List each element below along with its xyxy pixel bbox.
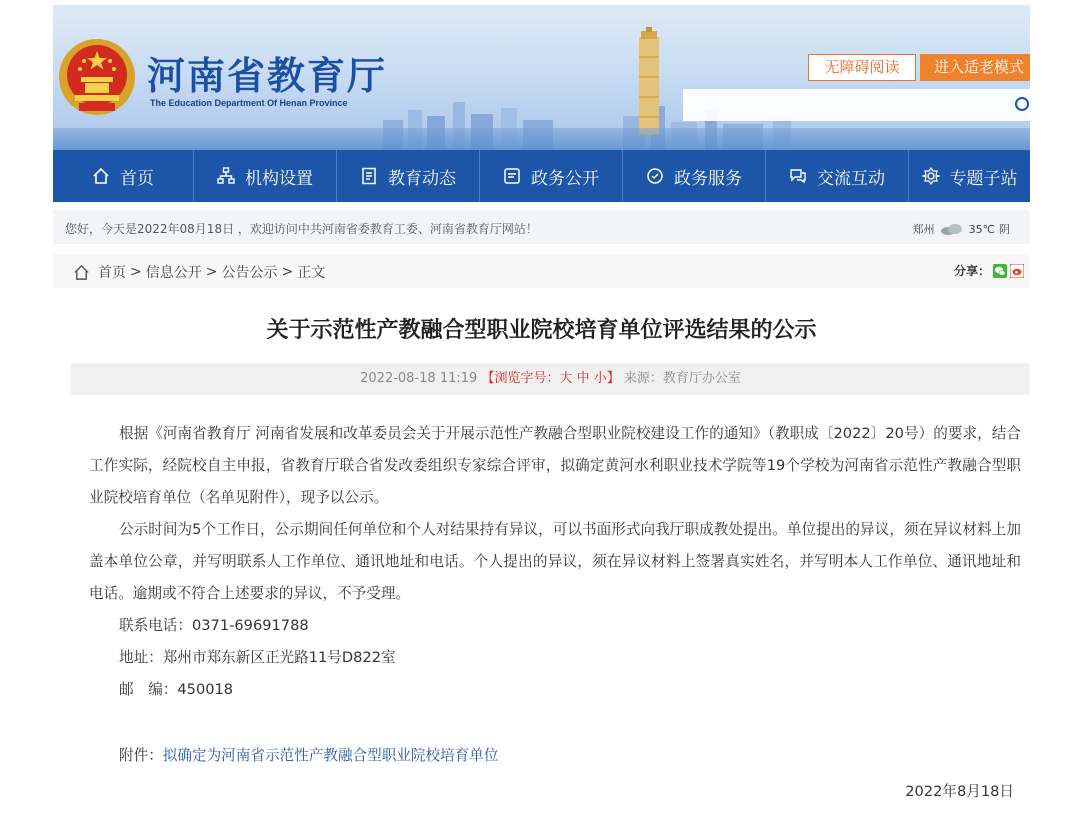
- cloud-icon: [939, 223, 965, 235]
- bulletin-icon: [503, 167, 521, 185]
- breadcrumb: [73, 262, 325, 282]
- article-body: [89, 418, 1021, 772]
- nav-item-label: 教育动态: [388, 168, 456, 189]
- site-subtitle: The Education Department Of Henan Province: [150, 98, 348, 108]
- breadcrumb-separator: >: [281, 264, 294, 280]
- weather-widget: [913, 221, 1010, 237]
- search-input[interactable]: [683, 89, 1030, 121]
- landmark-tower-illustration: [635, 27, 663, 135]
- weather-condition: 阴: [999, 223, 1010, 236]
- page: [53, 5, 1030, 835]
- nav-item-home[interactable]: [53, 150, 194, 202]
- attachment-link[interactable]: 拟确定为河南省示范性产教融合型职业院校培育单位: [162, 747, 499, 764]
- main-nav: [53, 150, 1030, 202]
- nav-item-special-sites[interactable]: [909, 150, 1030, 202]
- contact-postcode: 邮 编：450018: [119, 681, 234, 698]
- contact-phone: 联系电话：0371-69691788: [119, 617, 309, 634]
- nav-item-education-news[interactable]: [337, 150, 480, 202]
- nav-item-organization[interactable]: [194, 150, 337, 202]
- nav-item-interaction[interactable]: [766, 150, 909, 202]
- welcome-text: 您好，今天是2022年08月18日 ，欢迎访问中共河南省委教育工委、河南省教育厅网站！: [65, 222, 538, 236]
- home-icon: [92, 167, 110, 185]
- search-icon[interactable]: [1014, 96, 1030, 114]
- article-meta: [71, 363, 1030, 395]
- nav-item-label: 专题子站: [949, 168, 1018, 189]
- nav-item-label: 交流互动: [817, 168, 885, 189]
- org-chart-icon: [217, 167, 235, 185]
- weather-temperature: 35℃: [968, 222, 995, 236]
- attachment: [89, 740, 1021, 772]
- breadcrumb-info-disclosure[interactable]: 信息公开: [145, 265, 202, 281]
- header-banner: [53, 5, 1030, 150]
- attachment-label: 附件：: [119, 747, 163, 764]
- contact-address: 地址：郑州市郑东新区正光路11号D822室: [119, 649, 396, 666]
- weather-city: 郑州: [912, 223, 935, 236]
- water-reflection: [53, 128, 1030, 150]
- breadcrumb-separator: >: [130, 264, 142, 280]
- interaction-icon: [789, 167, 807, 185]
- article-paragraph: 公示时间为5个工作日，公示期间任何单位和个人对结果持有异议，可以书面形式向我厅职成教处提出。单位提出的异议，须在异议材料上加盖本单位公章，并写明联系人工作单位、通讯地址和电话。个人提出的异议，须在异议材料上签署真实姓名，并写明本人工作单位、通讯地址和电话。逾期或不符合上述要求的异议，不予受理。: [89, 521, 1021, 602]
- article-title: 关于示范性产教融合型职业院校培育单位评选结果的公示: [266, 318, 817, 343]
- accessibility-reading-button[interactable]: 无障碍阅读: [808, 54, 916, 81]
- font-size-switcher[interactable]: 【浏览字号：大 中 小】: [481, 371, 620, 386]
- article-source: 来源：教育厅办公室: [623, 371, 741, 386]
- national-emblem-icon: [57, 37, 137, 117]
- nav-item-label: 政务服务: [674, 168, 742, 189]
- breadcrumb-bar: [53, 254, 1030, 288]
- breadcrumb-current: 正文: [297, 265, 326, 281]
- site-title: 河南省教育厅: [147, 53, 388, 98]
- nav-item-government-affairs[interactable]: [480, 150, 623, 202]
- breadcrumb-home[interactable]: 首页: [98, 265, 126, 281]
- nav-item-label: 机构设置: [245, 168, 313, 189]
- nav-item-label: 政务公开: [531, 168, 599, 189]
- weibo-share-icon[interactable]: [1010, 264, 1024, 278]
- service-icon: [646, 167, 664, 185]
- gear-icon: [922, 167, 940, 185]
- breadcrumb-separator: >: [205, 264, 218, 280]
- welcome-bar: [53, 210, 1030, 244]
- article-date: 2022年8月18日: [905, 783, 1014, 800]
- home-icon: [73, 264, 90, 281]
- document-icon: [360, 167, 378, 185]
- wechat-share-icon[interactable]: [993, 264, 1007, 278]
- share-label: 分享：: [953, 264, 990, 278]
- article-paragraph: 根据《河南省教育厅 河南省发展和改革委员会关于开展示范性产教融合型职业院校建设工作的通知》（教职成〔2022〕20号）的要求，结合工作实际，经院校自主申报，省教育厅联合省发改委组织专家综合评审，拟确定黄河水利职业技术学院等19个学校为河南省示范性产教融合型职业院校培育单位（名单见附件），现予以公示。: [89, 425, 1021, 506]
- article-datetime: 2022-08-18 11:19: [360, 371, 478, 386]
- elder-mode-button[interactable]: 进入适老模式: [920, 54, 1030, 81]
- share-widget: [954, 262, 1024, 279]
- breadcrumb-announcements[interactable]: 公告公示: [221, 265, 278, 281]
- nav-item-government-services[interactable]: [623, 150, 766, 202]
- nav-item-label: 首页: [120, 168, 154, 189]
